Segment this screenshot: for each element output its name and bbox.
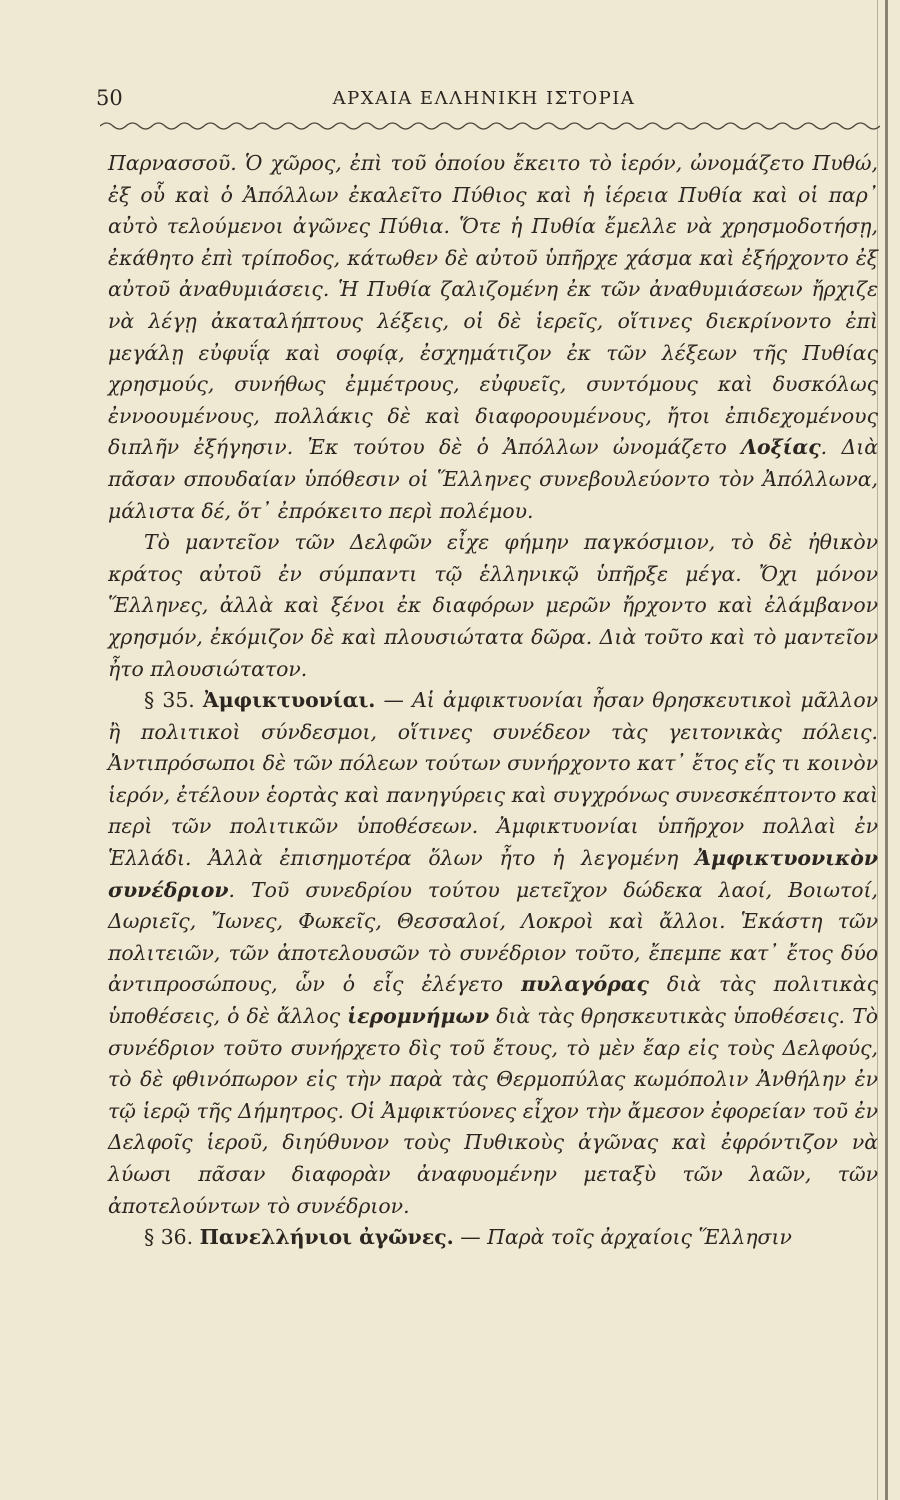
wavy-rule-ornament <box>100 118 880 134</box>
text-run: — Αἱ ἀμφικτυονίαι ἦσαν θρησκευτικοὶ μᾶλλον ἢ πολιτικοὶ σύνδεσμοι, οἵτινες συνέδεον τὰς γειτονικὰς πόλεις. Ἀντιπρόσωποι δὲ τῶν πόλεων τούτων συνήρχοντο κατ᾽ ἔτος εἴς τι κοινὸν ἱερόν, ἐτέλουν ἑορτὰς καὶ πανηγύρεις καὶ συγχρόνως συνεσκέπτοντο καὶ περὶ τῶν πολιτικῶν ὑποθέσεων. Ἀμφικτυονίαι ὑπῆρχον πολλαὶ ἐν Ἑλλάδι. Ἀλλὰ ἐπισημοτέρα ὅλων ἦτο ἡ λεγομένη <box>108 688 878 871</box>
text-run: Παρνασσοῦ. Ὁ χῶρος, ἐπὶ τοῦ ὁποίου ἔκειτο τὸ ἱερόν, ὠνομάζετο Πυθώ, ἐξ οὗ καὶ ὁ Ἀπόλλων ἐκαλεῖτο Πύθιος καὶ ἡ ἱέρεια Πυθία καὶ οἱ παρ᾽ αὐτὸ τελούμενοι ἀγῶνες Πύθια. Ὅτε ἡ Πυθία ἔμελλε νὰ χρησμοδοτήσῃ, ἐκάθητο ἐπὶ τρίποδος, κάτωθεν δὲ αὐτοῦ ὑπῆρχε χάσμα καὶ ἐξήρχοντο ἐξ αὐτοῦ ἀναθυμιάσεις. Ἡ Πυθία ζαλιζομένη ἐκ τῶν ἀναθυμιάσεων ἤρχιζε νὰ λέγῃ ἀκαταλήπτους λέξεις, οἱ δὲ ἱερεῖς, οἵτινες διεκρίνοντο ἐπὶ μεγάλῃ εὐφυΐᾳ καὶ σοφίᾳ, ἐσχημάτιζον ἐκ τῶν λέξεων τῆς Πυθίας χρησμούς, συνήθως ἐμμέτρους, εὐφυεῖς, συντόμους καὶ δυσκόλως ἐννοουμένους, πολλάκις δὲ καὶ διαφορουμένους, ἤτοι ἐπιδεχομένους διπλῆν ἐξήγησιν. Ἐκ τούτου δὲ ὁ Ἀπόλλων ὠνομάζετο <box>108 151 878 460</box>
text-run: διὰ τὰς πολιτικὰς ὑποθέσεις, ὁ δὲ ἄλλος <box>108 972 878 1029</box>
emphasis-term: ἱερομνήμων <box>347 1004 490 1029</box>
text-run: . Τοῦ συνεδρίου τούτου μετεῖχον δώδεκα λαοί, Βοιωτοί, Δωριεῖς, Ἴωνες, Φωκεῖς, Θεσσαλοί, Λοκροὶ καὶ ἄλλοι. Ἑκάστη τῶν πολιτειῶν, τῶν ἀποτελουσῶν τὸ συνέδριον τοῦτο, ἔπεμπε κατ᾽ ἔτος δύο ἀντιπροσώπους, ὧν ὁ εἷς ἐλέγετο <box>108 877 878 997</box>
body-text <box>108 148 878 1254</box>
page-number: 50 <box>96 86 123 110</box>
text-run: . Διὰ πᾶσαν σπουδαίαν ὑπόθεσιν οἱ Ἕλληνες συνεβουλεύοντο τὸν Ἀπόλλωνα, μάλιστα δέ, ὅτ᾽ ἐπρόκειτο περὶ πολέμου. <box>108 435 878 523</box>
emphasis-loxias: Λοξίας <box>741 435 821 460</box>
section-mark: § <box>144 688 155 713</box>
section-35 <box>108 685 878 1222</box>
section-title: Ἀμφικτυονίαι. <box>202 688 376 713</box>
emphasis-term: πυλαγόρας <box>521 972 649 997</box>
section-number: 35. <box>162 688 195 713</box>
text-run: — Παρὰ τοῖς ἀρχαίοις Ἕλλησιν <box>460 1225 792 1250</box>
page-header <box>90 86 878 116</box>
emphasis-term: Ἀμφικτυονικὸν συνέδριον <box>108 846 878 902</box>
section-number: 36. <box>160 1225 194 1250</box>
paragraph-2: Τὸ μαντεῖον τῶν Δελφῶν εἶχε φήμην παγκόσμιον, τὸ δὲ ἠθικὸν κράτος αὐτοῦ ἐν σύμπαντι τῷ ἑλληνικῷ ὑπῆρξε μέγα. Ὄχι μόνον Ἕλληνες, ἀλλὰ καὶ ξένοι ἐκ διαφόρων μερῶν ἤρχοντο καὶ ἐλάμβανον χρησμόν, ἐκόμιζον δὲ καὶ πλουσιώτατα δῶρα. Διὰ τοῦτο καὶ τὸ μαντεῖον ἦτο πλουσιώτατον. <box>108 530 878 681</box>
section-title: Πανελλήνιοι ἀγῶνες. <box>199 1225 454 1250</box>
section-mark: § <box>144 1225 155 1250</box>
section-36 <box>108 1222 878 1254</box>
paragraph-1 <box>108 148 878 527</box>
page-edge <box>885 0 888 1500</box>
text-run: διὰ τὰς θρησκευτικὰς ὑποθέσεις. Τὸ συνέδριον τοῦτο συνήρχετο δὶς τοῦ ἔτους, τὸ μὲν ἔαρ εἰς τοὺς Δελφούς, τὸ δὲ φθινόπωρον εἰς τὴν παρὰ τὰς Θερμοπύλας κωμόπολιν Ἀνθήλην ἐν τῷ ἱερῷ τῆς Δήμητρος. Οἱ Ἀμφικτύονες εἶχον τὴν ἄμεσον ἐφορείαν τοῦ ἐν Δελφοῖς ἱεροῦ, διηύθυνον τοὺς Πυθικοὺς ἀγῶνας καὶ ἐφρόντιζον νὰ λύωσι πᾶσαν διαφορὰν ἀναφυομένην μεταξὺ τῶν λαῶν, τῶν ἀποτελούντων τὸ συνέδριον. <box>108 1004 878 1218</box>
running-head: ΑΡΧΑΙΑ ΕΛΛΗΝΙΚΗ ΙΣΤΟΡΙΑ <box>332 88 636 109</box>
